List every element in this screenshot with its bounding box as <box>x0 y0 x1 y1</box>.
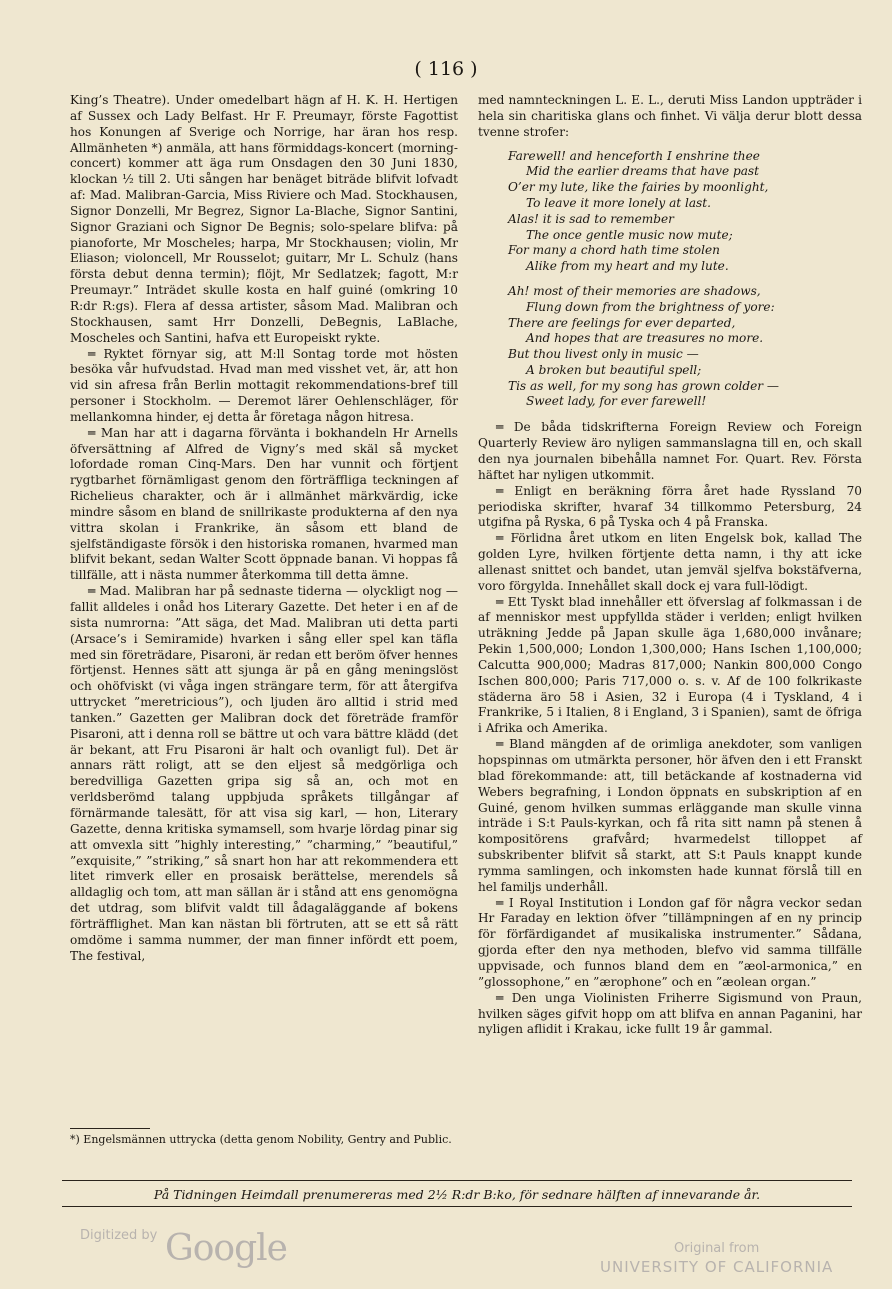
poem-line: Alas! it is sad to remember <box>508 211 674 226</box>
article-foreign-review: ═ De båda tidskrifterna Foreign Review och Foreign Quarterly Review äro nyligen sammanslagna till en, och skall den nya journalen bibehålla namnet For. Quart. Rev. Första häftet har nyligen utkommit. <box>478 420 862 482</box>
article-concert: King’s Theatre). Under omedelbart hägn af H. K. H. Hertigen af Sussex och Lady Belfast. Hr F. Preumayr, förste Fagottist hos Konungen af Sverige och Norrige, har äran hos resp. Allmänheten *) anmäla, att hans förmiddags-koncert (morning-concert) kommer att äga rum Onsdagen den 30 Juni 1830, klockan ½ till 2. Uti sången har benäget biträde blifvit lofvadt af: Mad. Malibran-Garcia, Miss Riviere och Mad. Stockhausen, Signor Donzelli, Mr Begrez, Signor La-Blache, Signor Santini, Signor Graziani och Signor De Begnis; solo-spelare blifva: på pianoforte, Mr Moscheles; harpa, Mr Stockhausen; violin, Mr Eliason; violoncell, Mr Rousselot; guitarr, Mr L. Schulz (hans första debut denna termin); flöjt, Mr Sedlatzek; fagott, M:r Preumayr.” Inträdet skulle kosta en half guiné (omkring 10 R:dr R:gs). Flera af dessa artister, såsom Mad. Malibran och Stockhausen, samt Hrr Donzelli, DeBegnis, LaBlache, Moscheles och Santini, hafva ett Europeiskt rykte. <box>70 93 458 345</box>
article-cinq-mars: ═ Man har att i dagarna förvänta i bokhandeln Hr Arnells öfversättning af Alfred de Vigny’s med skäl så mycket lofordade roman Cinq-Mars. Den har vunnit och förtjent rygtbarhet förnämligast genom den förträffliga teckningen af Richelieus charakter, och är i allmänhet märkvärdig, icke mindre såsom en bland de snillrikaste produkterna af den nya vittra skolan i Frankrike, än såsom ett bland de sjelfständigaste försök i den historiska romanen, hvarmed man blifvit bekant, sedan Walter Scott öppnade banan. Vi hoppas få tillfälle, att i nästa nummer återkomma till detta ämne. <box>70 425 458 583</box>
left-column <box>70 93 458 964</box>
article-golden-lyre: ═ Förlidna året utkom en liten Engelsk bok, kallad The golden Lyre, hvilken förtjente detta namn, i thy att icke allenast snittet och bandet, utan jemväl sjelfva bokstäfverna, voro förgylda. Innehållet skall dock ej vara full-lödigt. <box>478 531 862 593</box>
watermark-google-logo: Google <box>165 1228 287 1269</box>
watermark-university: UNIVERSITY OF CALIFORNIA <box>600 1258 834 1276</box>
poem-line: Farewell! and henceforth I enshrine thee <box>508 148 760 163</box>
poem <box>508 149 862 411</box>
article-von-praun: ═ Den unga Violinisten Friherre Sigismund von Praun, hvilken säges gifvit hopp om att blifva en annan Paganini, har nyligen aflidit i Krakau, icke fullt 19 år gammal. <box>478 990 862 1037</box>
poem-line: And hopes that are treasures no more. <box>526 331 764 346</box>
poem-line: To leave it more lonely at last. <box>526 195 711 210</box>
article-faraday: ═ I Royal Institution i London gaf för några veckor sedan Hr Faraday en lektion öfver ”tillämpningen af en ny princip för förfärdigandet af musikaliska instrumenter.” Sådana, gjorda efter den nya methoden, blefvo vid samma tillfälle uppvisade, och funnos bland dem en ”æol-armonica,” en ”glossophone,” en ”ærophone” och en ”æolean organ.” <box>478 895 862 989</box>
poem-line: Alike from my heart and my lute. <box>526 259 729 274</box>
article-city-populations: ═ Ett Tyskt blad innehåller ett öfverslag af folkmassan i de af menniskor mest uppfyllda städer i verlden; enligt hvilken uträkning Jedde på Japan skulle äga 1,680,000 invånare; Pekin 1,500,000; London 1,300,000; Hans Ischen 1,100,000; Calcutta 900,000; Madras 817,000; Nankin 800,000 Congo Ischen 800,000; Paris 717,000 o. s. v. Af de 100 folkrikaste städerna äro 58 i Asien, 32 i Europa (4 i Tyskland, 4 i Frankrike, 5 i Italien, 8 i England, 3 i Spanien), samt de öfriga i Afrika och Amerika. <box>478 594 862 736</box>
poem-line: The once gentle music now mute; <box>526 227 733 242</box>
poem-line: For many a chord hath time stolen <box>508 243 720 258</box>
poem-line: But thou livest only in music — <box>508 347 699 362</box>
page-number: ( 116 ) <box>414 58 478 80</box>
poem-line: There are feelings for ever departed, <box>508 315 736 330</box>
poem-line: Mid the earlier dreams that have past <box>526 164 759 179</box>
watermark-original-label: Original from <box>674 1241 760 1256</box>
article-malibran: ═ Mad. Malibran har på sednaste tiderna — olyckligt nog — fallit alldeles i onåd hos Literary Gazette. Det heter i en af de sista numrorna: ”Att säga, det Mad. Malibran uti detta parti (Arsace’s i Semiramide) hvarken i sång eller spel kan täfla med sin företrädare, Pisaroni, är redan ett beröm öfver hennes förtjenst. Hennes sätt att sjunga är på en gång meningslöst och ohöfviskt (vi våga ingen strängare term, för att återgifva uttrycket ”meretricious”), och ljuden äro alltid i strid med tanken.” Gazetten ger Malibran dock det företräde framför Pisaroni, att i denna roll se bättre ut och vara bättre klädd (det är bekant, att Fru Pisaroni är halt och ovanligt ful). Det är annars rätt roligt, att se den eljest så medgörliga och beredvilliga Gazetten gripa sig så an, och mot en verldsberömd talang uppbjuda språkets tillgångar af förnärmande talesätt, för att visa sig karl, — hon, Literary Gazette, denna kritiska symamsell, som hvarje lördag pinar sig att omvexla sitt ”highly interesting,” ”charming,” ”beautiful,” ”exquisite,” ”striking,” så snart hon har att rekommendera ett litet rimverk eller en prosaisk berättelse, merendels så alldaglig och tom, att man sällan är i stånd att ens genomögna det utdrag, som blifvit valdt till ådagaläggande af bokens förträfflighet. Man kan nästan bli förtruten, att se ett så rätt omdöme i samma nummer, der man finner infördt ett poem, The festival, <box>70 584 458 963</box>
poem-line: Sweet lady, for ever farewell! <box>526 394 707 409</box>
article-russia-periodicals: ═ Enligt en beräkning förra året hade Ryssland 70 periodiska skrifter, hvaraf 34 tillkommo Petersburg, 24 utgifna på Ryska, 6 på Tyska och 4 på Franska. <box>478 483 862 530</box>
footnote: *) Engelsmännen uttrycka (detta genom Nobility, Gentry and Public. <box>70 1133 452 1146</box>
poem-line: A broken but beautiful spell; <box>526 362 702 377</box>
poem-line: Flung down from the brightness of yore: <box>526 299 775 314</box>
poem-line: O’er my lute, like the fairies by moonlight, <box>508 180 769 195</box>
poem-line: Tis as well, for my song has grown colder — <box>508 378 779 393</box>
watermark-original-from <box>600 1240 833 1276</box>
notice-rule-top <box>62 1180 852 1181</box>
watermark-digitized-by: Digitized by <box>80 1228 158 1243</box>
notice-rule-bottom <box>62 1206 852 1207</box>
footnote-divider <box>70 1128 150 1129</box>
article-weber-anecdote: ═ Bland mängden af de orimliga anekdoter, som vanligen hopspinnas om utmärkta personer, hör äfven den i ett Franskt blad förekommande: att, till betäckande af kostnaderna vid Webers begrafning, i London öppnats en subskription af en Guiné, genom hvilken summas erläggande man skulle vinna inträde i S:t Pauls-kyrkan, och få rita sitt namn på stenen å kompositörens grafvård; hvarmedelst tilloppet af subskribenter blifvit så starkt, att S:t Pauls knappt kunde rymma samlingen, och inkomsten hade kunnat förslå till en hel familjs underhåll. <box>478 737 862 894</box>
article-sontag: ═ Ryktet förnyar sig, att M:ll Sontag torde mot hösten besöka vår hufvudstad. Hvad man med visshet vet, är, att hon vid sin afresa från Berlin mottagit rekommendations-bref till personer i Stockholm. — Deremot lärer Oehlenschläger, för mellankomna hinder, ej detta år företaga någon hitresa. <box>70 346 458 424</box>
article-lel-intro: med namnteckningen L. E. L., deruti Miss Landon uppträder i hela sin charitiska glans och finhet. Vi välja derur blott dessa tvenne strofer: <box>478 93 862 139</box>
subscription-notice: På Tidningen Heimdall prenumereras med 2½ R:dr B:ko, för sednare hälften af innevarande år. <box>153 1187 761 1202</box>
right-column <box>478 93 862 1038</box>
poem-line: Ah! most of their memories are shadows, <box>508 283 761 298</box>
